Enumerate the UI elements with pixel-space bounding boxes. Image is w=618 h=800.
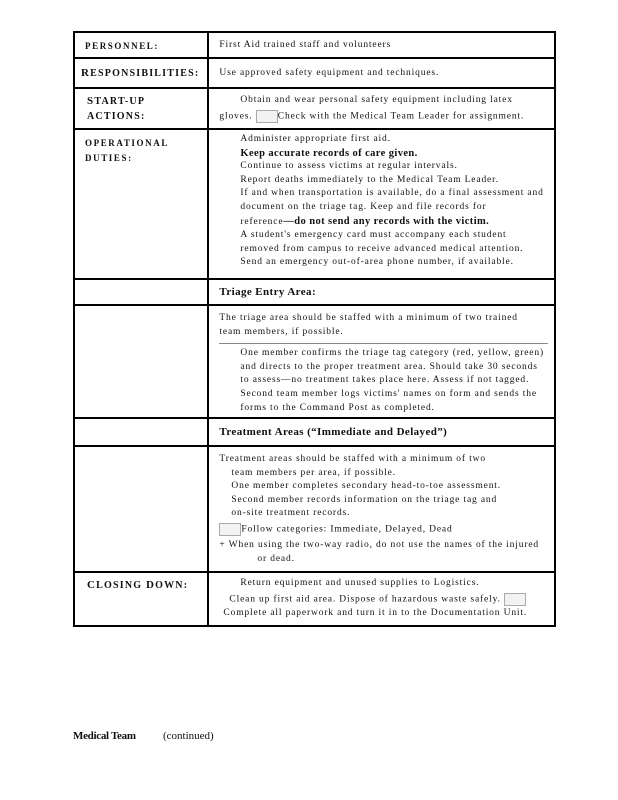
op-line: document on the triage tag. Keep and file records for [240, 201, 487, 212]
op-line: reference—do not send any records with the victim. [240, 215, 490, 227]
op-line-bold: Keep accurate records of care given. [240, 147, 418, 159]
treatment-radio-line2: or dead. [257, 553, 295, 564]
treatment-header: Treatment Areas (“Immediate and Delayed”) [219, 426, 448, 438]
personnel-text: First Aid trained staff and volunteers [219, 40, 392, 50]
treatment-line: Treatment areas should be staffed with a minimum of two [219, 454, 486, 464]
triage-body-row [74, 305, 555, 418]
closing-row [74, 572, 555, 626]
closing-line2: Clean up first aid area. Dispose of hazardous waste safely. [209, 591, 554, 607]
closing-line1: Return equipment and unused supplies to Logistics. [240, 578, 480, 588]
treatment-line: team members per area, if possible. [231, 467, 396, 478]
triage-p2-line: One member confirms the triage tag category (red, yellow, green) [240, 348, 544, 359]
triage-p2-line: and directs to the proper treatment area. Should take 30 seconds [240, 361, 538, 372]
footer-title: Medical Team [73, 730, 136, 742]
triage-p2-line: forms to the Command Post as completed. [240, 402, 435, 413]
triage-header-row [74, 279, 555, 305]
personnel-label: PERSONNEL: [85, 41, 160, 51]
triage-p1-line2: team members, if possible. [219, 326, 344, 337]
triage-p2-line: to assess—no treatment takes place here. Assess if not tagged. [240, 375, 530, 386]
treatment-radio-line1: + When using the two-way radio, do not use the names of the injured [219, 540, 540, 551]
op-line: If and when transportation is available, do a final assessment and [240, 188, 544, 199]
closing-line3: Complete all paperwork and turn it in to the Documentation Unit. [223, 607, 528, 618]
treatment-line: One member completes secondary head-to-toe assessment. [231, 481, 502, 492]
triage-p1-line1: The triage area should be staffed with a minimum of two trained [219, 313, 518, 323]
checkbox-placeholder [504, 593, 526, 606]
footer-continued: (continued) [163, 730, 214, 742]
operational-label: OPERATIONAL DUTIES: [85, 138, 169, 163]
closing-label: CLOSING DOWN: [87, 579, 189, 591]
startup-label: START-UP ACTIONS: [87, 95, 146, 122]
op-line: Continue to assess victims at regular intervals. [240, 161, 458, 172]
treatment-header-row [74, 418, 555, 446]
checkbox-placeholder [219, 523, 241, 536]
treatment-line: Second member records information on the triage tag and [231, 494, 498, 505]
triage-p2-line: Second team member logs victims' names on form and sends the [240, 388, 537, 399]
startup-line1: Obtain and wear personal safety equipment including latex [240, 95, 513, 105]
op-line: A student's emergency card must accompany each student [240, 230, 507, 241]
treatment-line: on-site treatment records. [231, 508, 351, 519]
startup-row [74, 88, 555, 129]
responsibilities-label: RESPONSIBILITIES: [81, 67, 200, 79]
op-line: Report deaths immediately to the Medical Team Leader. [240, 174, 499, 185]
op-line: removed from campus to receive advanced medical attention. [240, 243, 524, 254]
personnel-row [74, 32, 555, 58]
checkbox-placeholder [256, 110, 278, 123]
startup-line2: gloves. Check with the Medical Team Leader for assignment. [219, 111, 525, 122]
treatment-body-row [74, 446, 555, 572]
responsibilities-row [74, 58, 555, 88]
procedure-table [73, 31, 556, 627]
triage-header: Triage Entry Area: [219, 286, 317, 298]
responsibilities-text: Use approved safety equipment and techniques. [219, 68, 440, 78]
operational-row [74, 129, 555, 279]
op-line: Administer appropriate first aid. [240, 134, 391, 144]
op-line: Send an emergency out-of-area phone number, if available. [240, 257, 514, 268]
treatment-follow: Follow categories: Immediate, Delayed, Dead [209, 521, 554, 537]
